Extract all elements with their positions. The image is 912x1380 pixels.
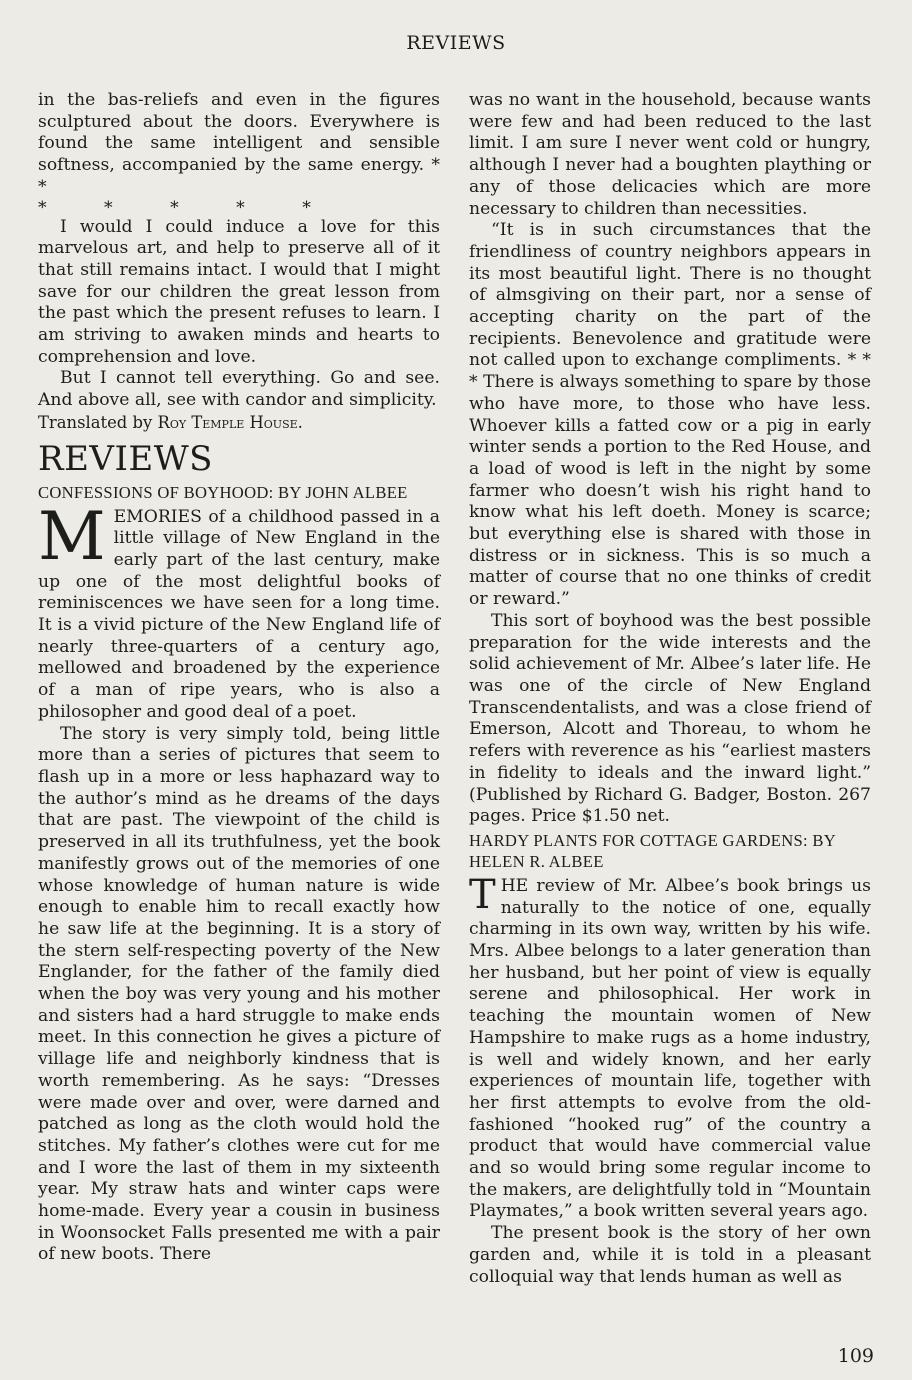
section-title: REVIEWS (38, 438, 213, 479)
drop-cap: T (469, 871, 496, 918)
paragraph: But I cannot tell everything. Go and see. And above all, see with candor and simplicity. (38, 368, 440, 411)
paragraph: The story is very simply told, being little more than a series of pictures that seem to flash up in a more or less haphazard way to the author’s mind as he dreams of the days that are past. The viewpoint of the child is preserved in all its truthfulness, yet the book manifestly grows out of the memories of one whose knowledge of human nature is wide enough to enable him to recall exactly how he saw life at the beginning. It is a story of the stern self-respecting poverty of the New Englander, for the father of the family died when the boy was very young and his mother and sisters had a hard struggle to make ends meet. In this connection he gives a picture of village life and neighborly kindness that is worth remembering. As he says: “Dresses were made over and over, were darned and patched as long as the cloth would hold the stitches. My father’s clothes were cut for me and I wore the last of them in my sixteenth year. My straw hats and winter caps were home-made. Every year a cousin in business in Woonsocket Falls presented me with a pair of new boots. There (38, 723, 440, 1265)
drop-cap: M (38, 497, 106, 575)
paragraph: The present book is the story of her own garden and, while it is told in a pleasant colloquial way that lends human as well as (469, 1223, 871, 1287)
left-column (38, 90, 440, 1266)
credit-prefix: Translated by (38, 412, 153, 432)
review-text: EMORIES of a childhood passed in a little village of New England in the early part of the last century, make up one of the most delightful books of reminiscences we have seen for a long time. It is a vivid picture of the New England life of nearly three-quarters of a century ago, mellowed and broadened by the experience of a man of ripe years, who is also a philosopher and good deal of a poet. (38, 506, 440, 722)
paragraph: This sort of boyhood was the best possible preparation for the wide interests and the solid achievement of Mr. Albee’s later life. He was one of the circle of New England Transcendentalists, and was a close friend of Emerson, Alcott and Thoreau, to whom he refers with reverence as his “earliest masters in fidelity to ideals and the inward light.” (Published by Richard G. Badger, Boston. 267 pages. Price $1.50 net. (469, 610, 871, 827)
paragraph: in the bas-reliefs and even in the figures sculptured about the doors. Everywhere is found the same intelligent and sensible softness, accompanied by the same energy. * * (38, 90, 440, 197)
paragraph (38, 497, 440, 724)
paragraph: “It is in such circumstances that the friendliness of country neighbors appears in its most beautiful light. There is no thought of almsgiving on their part, nor a sense of accepting charity on the part of the recipients. Benevolence and gratitude were not called upon to exchange compliments. * * * There is always something to spare by those who have more, to those who have less. Whoever kills a fatted cow or a pig in early winter sends a portion to the Red House, and a load of wood is left in the night by some farmer who doesn’t wish his right hand to know what his left doeth. Money is scarce; but everything else is shared with those in distress or in sickness. This is so much a matter of course that no one thinks of credit or reward.” (469, 220, 871, 610)
paragraph: was no want in the household, because wants were few and had been reduced to the last limit. I am sure I never went cold or hungry, although I never had a boughten plaything or any of those delicacies which are more necessary to children than necessities. (469, 90, 871, 219)
page-number: 109 (837, 1345, 874, 1367)
section-break-stars: * * * * * (38, 197, 337, 218)
right-column (469, 90, 871, 1288)
review-title: HARDY PLANTS FOR COTTAGE GARDENS: BY HELEN R. ALBEE (469, 830, 836, 871)
review-title: CONFESSIONS OF BOYHOOD: BY JOHN ALBEE (38, 482, 408, 502)
running-head: REVIEWS (406, 32, 506, 54)
translator-credit (38, 412, 440, 434)
paragraph: I would I could induce a love for this marvelous art, and help to preserve all of it that still remains intact. I would that I might save for our children the great lesson from the past which the present refuses to learn. I am striving to awaken minds and hearts to comprehension and love. (38, 216, 440, 367)
paragraph (469, 871, 871, 1223)
review-text: HE review of Mr. Albee’s book brings us naturally to the notice of one, equally charming in its own way, written by his wife. Mrs. Albee belongs to a later generation than her husband, but her point of view is equally serene and philosophical. Her work in teaching the mountain women of New Hampshire to make rugs as a home industry, is well and widely known, and her early experiences of mountain life, together with her first attempts to evolve from the old-fashioned “hooked rug” of the country a product that would have commercial value and so would bring some regular income to the makers, are delightfully told in “Mountain Playmates,” a book written several years ago. (469, 875, 871, 1222)
translator-name: Roy Temple House. (157, 412, 303, 432)
